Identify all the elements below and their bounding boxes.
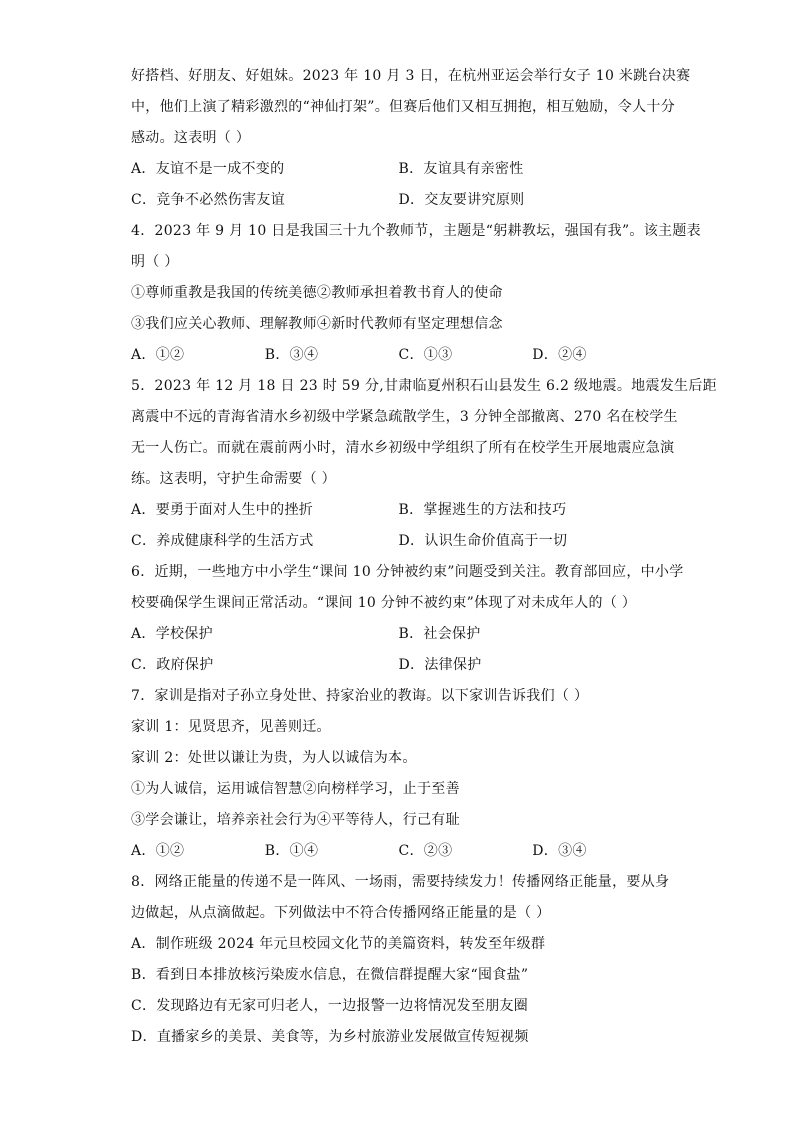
option-c[interactable]: C．政府保护 bbox=[131, 657, 214, 673]
question-3-stem-line: 好搭档、好朋友、好姐妹。2023 年 10 月 3 日，在杭州亚运会举行女子 10 米跳台决赛 bbox=[131, 68, 691, 84]
option-a[interactable]: A．①② bbox=[131, 843, 185, 859]
option-d[interactable]: D．交友要讲究原则 bbox=[398, 192, 525, 208]
option-b[interactable]: B．友谊具有亲密性 bbox=[398, 161, 524, 177]
question-8-stem-line: 8．网络正能量的传递不是一阵风、一场雨，需要持续发力！传播网络正能量，要从身 bbox=[131, 874, 670, 890]
question-7-statement-line: ①为人诚信，运用诚信智慧②向榜样学习，止于至善 bbox=[131, 781, 460, 797]
option-b[interactable]: B．①④ bbox=[264, 843, 319, 859]
question-5-options-row bbox=[131, 495, 666, 526]
question-7-material-line: 家训 2：处世以谦让为贵，为人以诚信为本。 bbox=[131, 750, 417, 766]
option-b[interactable]: B．③④ bbox=[264, 347, 319, 363]
question-5-stem-line: 无一人伤亡。而就在震前两小时，清水乡初级中学组织了所有在校学生开展地震应急演 bbox=[131, 440, 675, 456]
option-d[interactable]: D．法律保护 bbox=[398, 657, 482, 673]
question-6-stem-line: 6．近期，一些地方中小学生“课间 10 分钟被约束”问题受到关注。教育部回应，中小学 bbox=[131, 564, 684, 580]
option-b[interactable]: B．社会保护 bbox=[398, 626, 481, 642]
question-5-options-row bbox=[131, 526, 666, 557]
option-b[interactable]: B．掌握逃生的方法和技巧 bbox=[398, 502, 567, 518]
question-8-stem-line: 边做起，从点滴做起。下列做法中不符合传播网络正能量的是（ ） bbox=[131, 905, 551, 921]
option-c[interactable]: C．竞争不必然伤害友谊 bbox=[131, 192, 286, 208]
question-7-statement-line: ③学会谦让，培养亲社会行为④平等待人，行己有耻 bbox=[131, 812, 460, 828]
question-3-options-row bbox=[131, 154, 666, 185]
option-d[interactable]: D．③④ bbox=[532, 843, 587, 859]
question-5-stem-line: 5．2023 年 12 月 18 日 23 时 59 分,甘肃临夏州积石山县发生 6.2 级地震。地震发生后距 bbox=[131, 378, 717, 394]
question-6-options-row bbox=[131, 650, 666, 681]
question-3-stem-line: 感动。这表明（ ） bbox=[131, 130, 251, 146]
question-7-options-row bbox=[131, 836, 666, 867]
question-content bbox=[131, 61, 717, 1053]
option-b[interactable]: B．看到日本排放核污染废水信息，在微信群提醒大家“囤食盐” bbox=[131, 967, 529, 983]
question-5-stem-line: 离震中不远的青海省清水乡初级中学紧急疏散学生，3 分钟全部撤离、270 名在校学生 bbox=[131, 409, 678, 425]
question-3-options-row bbox=[131, 185, 666, 216]
option-d[interactable]: D．认识生命价值高于一切 bbox=[398, 533, 568, 549]
option-a[interactable]: A．友谊不是一成不变的 bbox=[131, 161, 285, 177]
option-d[interactable]: D．②④ bbox=[532, 347, 587, 363]
question-6-options-row bbox=[131, 619, 666, 650]
question-6-stem-line: 校要确保学生课间正常活动。“课间 10 分钟不被约束”体现了对未成年人的（ ） bbox=[131, 595, 637, 611]
question-3-stem-line: 中，他们上演了精彩激烈的“神仙打架”。但赛后他们又相互拥抱，相互勉励，令人十分 bbox=[131, 99, 676, 115]
option-c[interactable]: C．②③ bbox=[398, 843, 453, 859]
question-4-stem-line: 明（ ） bbox=[131, 254, 179, 270]
question-5-stem-line: 练。这表明，守护生命需要（ ） bbox=[131, 471, 336, 487]
option-c[interactable]: C．①③ bbox=[398, 347, 453, 363]
question-4-statement-line: ①尊师重教是我国的传统美德②教师承担着教书育人的使命 bbox=[131, 285, 503, 301]
option-a[interactable]: A．要勇于面对人生中的挫折 bbox=[131, 502, 314, 518]
question-7-stem-line: 7．家训是指对子孙立身处世、持家治业的教诲。以下家训告诉我们（ ） bbox=[131, 688, 589, 704]
option-a[interactable]: A．学校保护 bbox=[131, 626, 213, 642]
option-c[interactable]: C．养成健康科学的生活方式 bbox=[131, 533, 314, 549]
option-d[interactable]: D．直播家乡的美景、美食等，为乡村旅游业发展做宣传短视频 bbox=[131, 1029, 529, 1045]
option-a[interactable]: A．①② bbox=[131, 347, 185, 363]
question-4-options-row bbox=[131, 340, 666, 371]
option-a[interactable]: A．制作班级 2024 年元旦校园文化节的美篇资料，转发至年级群 bbox=[131, 936, 546, 952]
question-4-stem-line: 4．2023 年 9 月 10 日是我国三十九个教师节，主题是“躬耕教坛，强国有我”。该主题表 bbox=[131, 223, 701, 239]
question-7-material-line: 家训 1：见贤思齐，见善则迁。 bbox=[131, 719, 331, 735]
option-c[interactable]: C．发现路边有无家可归老人，一边报警一边将情况发至朋友圈 bbox=[131, 998, 529, 1014]
question-4-statement-line: ③我们应关心教师、理解教师④新时代教师有坚定理想信念 bbox=[131, 316, 503, 332]
